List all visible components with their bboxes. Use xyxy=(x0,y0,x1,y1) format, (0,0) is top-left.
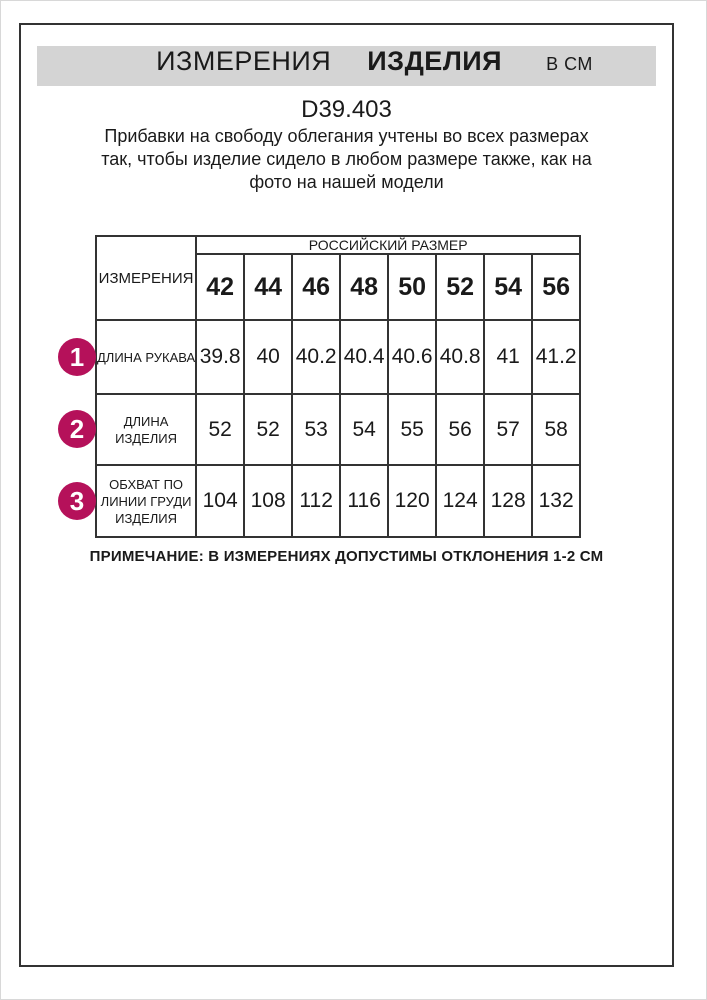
value-cell: 55 xyxy=(388,394,436,465)
size-header-46: 46 xyxy=(292,254,340,320)
size-header-48: 48 xyxy=(340,254,388,320)
value-cell: 112 xyxy=(292,465,340,537)
size-header-52: 52 xyxy=(436,254,484,320)
value-cell: 108 xyxy=(244,465,292,537)
table-row-sleeve-length xyxy=(96,320,580,394)
description-text: Прибавки на свободу облегания учтены во всех размерах так, чтобы изделие сидело в любом размере также, как на фото на нашей модели xyxy=(101,126,592,192)
table-row-chest-girth xyxy=(96,465,580,537)
table-group-row xyxy=(96,236,580,254)
row-number-badge-3: 3 xyxy=(58,482,96,520)
size-header-44: 44 xyxy=(244,254,292,320)
article-code: D39.403 xyxy=(301,96,392,123)
value-cell: 40.4 xyxy=(340,320,388,394)
description-wrap xyxy=(21,125,672,194)
value-cell: 104 xyxy=(196,465,244,537)
page-sheet xyxy=(19,23,674,967)
value-cell: 39.8 xyxy=(196,320,244,394)
table-corner-header: ИЗМЕРЕНИЯ xyxy=(96,236,196,320)
title-unit: В СМ xyxy=(546,54,593,74)
title-product: ИЗДЕЛИЯ xyxy=(367,46,503,76)
table-group-header: РОССИЙСКИЙ РАЗМЕР xyxy=(196,236,580,254)
title-measurements: ИЗМЕРЕНИЯ xyxy=(156,46,332,76)
row-label-item-length: ДЛИНА ИЗДЕЛИЯ xyxy=(96,394,196,465)
value-cell: 116 xyxy=(340,465,388,537)
size-header-42: 42 xyxy=(196,254,244,320)
row-label-chest-girth: ОБХВАТ ПО ЛИНИИ ГРУДИ ИЗДЕЛИЯ xyxy=(96,465,196,537)
size-header-50: 50 xyxy=(388,254,436,320)
row-number-badge-1: 1 xyxy=(58,338,96,376)
value-cell: 56 xyxy=(436,394,484,465)
size-header-56: 56 xyxy=(532,254,580,320)
value-cell: 54 xyxy=(340,394,388,465)
value-cell: 52 xyxy=(244,394,292,465)
value-cell: 132 xyxy=(532,465,580,537)
value-cell: 52 xyxy=(196,394,244,465)
value-cell: 124 xyxy=(436,465,484,537)
measurements-table xyxy=(95,235,581,538)
value-cell: 128 xyxy=(484,465,532,537)
value-cell: 41.2 xyxy=(532,320,580,394)
value-cell: 53 xyxy=(292,394,340,465)
row-number-badge-2: 2 xyxy=(58,410,96,448)
value-cell: 120 xyxy=(388,465,436,537)
row-label-sleeve-length: ДЛИНА РУКАВА xyxy=(96,320,196,394)
title-bar xyxy=(37,46,656,86)
value-cell: 40.8 xyxy=(436,320,484,394)
value-cell: 40.2 xyxy=(292,320,340,394)
size-header-54: 54 xyxy=(484,254,532,320)
value-cell: 40 xyxy=(244,320,292,394)
table-row-item-length xyxy=(96,394,580,465)
value-cell: 57 xyxy=(484,394,532,465)
value-cell: 40.6 xyxy=(388,320,436,394)
note-text: ПРИМЕЧАНИЕ: В ИЗМЕРЕНИЯХ ДОПУСТИМЫ ОТКЛОНЕНИЯ 1-2 СМ xyxy=(89,548,604,565)
value-cell: 58 xyxy=(532,394,580,465)
value-cell: 41 xyxy=(484,320,532,394)
